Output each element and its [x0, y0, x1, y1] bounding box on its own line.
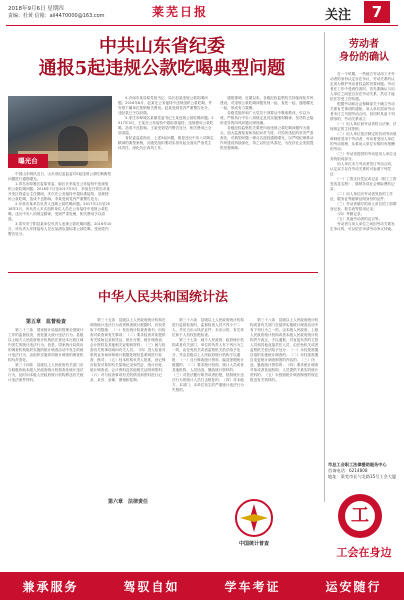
law-col1: 第三十三条 国家统计局组织管理全国统计工作的监督检查，查处重大统计违法行为。县级以上地方人民政府统计机构依法查处本行政区域内发生的统计违法行为。但是，国家统计局派出的调查机构组织实施的统计调查活动中发生的统计违法行为，由组织实施该项统计调查的调查机构负责查处。 第三十四条 县级以上人民政府有关部门应当积极协助本级人民政府统计机构查处统计违法行为，及时向本级人民政府统计机构移送有关统计违法案件材料。	[8, 328, 84, 382]
law-col2: 第三十五条 县级以上人民政府统计机构在调查统计违法行为或者核查统计数据时，有权采取下列措施：（一）发出统计检查查询书，向检查对象查询有关事项；（二）要求检查对象提供有关原始记录和凭证、统计台账、统计调查表、会计资料及其他相关证明和资料；（三）就与检查有关的事项询问有关人员；（四）进入检查对象的业务场所和统计数据处理信息系统进行检查、核对；（五）经本机构负责人批准，登记保存检查对象的有关原始记录和凭证、统计台账、统计调查表、会计资料及其他相关证明和资料；（六）对与检查事项有关的情况和资料进行记录、录音、录像、照相和复制。	[90, 318, 166, 382]
photo-label-box	[8, 154, 48, 168]
side-office-info	[328, 462, 400, 480]
paper-name: 莱芜日报	[152, 5, 209, 19]
law-top-rule	[8, 272, 318, 273]
lead-title-line2: 通报5起违规公款吃喝典型问题	[38, 58, 286, 79]
footer-item-1: 兼承服务	[22, 579, 79, 594]
masthead	[0, 0, 404, 26]
union-logo	[338, 494, 382, 538]
law-col4: 第三十八条 县级以上人民政府统计机构或者有关部门在组织实施统计调查活动中有下列行为之一的，由本级人民政府、上级人民政府统计机构或者本级人民政府统计机构责令改正，予以通报；对直接负责的主管人员和其他直接责任人员，由任免机关或者监察机关依法给予处分：（一）未经批准擅自组织实施统计调查的；（二）未经批准擅自变更统计调查制度的内容的；（三）伪造、篡改统计资料的；（四）要求统计调查对象或者其他机构、人员提供不真实的统计资料的；（五）未按照统计调查制度的规定报送有关资料的。	[250, 318, 319, 382]
footer-item-4: 运安随行	[325, 579, 382, 594]
page-number: 7	[371, 3, 383, 21]
photo-label: 曝光台	[18, 157, 38, 165]
footer-item-3: 学车考证	[224, 579, 281, 594]
lead-headline	[12, 36, 312, 80]
statistics-logo	[234, 498, 274, 538]
union-logo-inner	[345, 501, 375, 531]
law-chapter5: 第五章 监督检查	[25, 319, 66, 325]
section-title: 关注	[325, 8, 352, 23]
side-address: 地址：莱芜市长勺北路15号工会大厦	[328, 474, 397, 479]
footer-item-2: 驾驭自如	[123, 579, 180, 594]
footer-banner	[0, 572, 404, 600]
page-number-badge	[364, 1, 390, 23]
law-chapter6: 第六章 法律责任	[107, 499, 148, 505]
masthead-rule	[6, 25, 398, 26]
union-slogan: 工会在身边	[336, 546, 392, 559]
side-phone: 咨询电话：6214808	[328, 468, 368, 473]
law-title: 中华人民共和国统计法	[97, 290, 228, 305]
union-logo-char: 工	[351, 505, 369, 526]
statistics-logo-name: 中国统计普查	[238, 541, 269, 547]
side-office-name: 市总工会职工法律援助服务中心	[328, 462, 387, 467]
side-headline	[330, 38, 398, 64]
statistics-logo-mark	[234, 498, 274, 538]
side-divider	[324, 32, 325, 502]
lead-body-col3: 通报强调，近期以来，各级纪检监察机关持续深化作风建设，对违规公款吃喝问题发现一起、查处一起、通报曝光一起，形成有力震慑。 各级党组织和广大党员干部要从中吸取教训，引以为戒，严格执行中央八项规定及其实施细则精神，坚决防止隐形变异的四风问题反弹回潮。 各级纪检监察机关要把纠治违规公款吃喝问题作为重点，加大监督检查和执纪问责力度，对顶风违纪的坚决严肃查处，对典型问题一律点名道姓通报曝光，以严明纪律推动作风建设持续深化，持之以恒正风肃纪，为经济社会发展提供坚强保障。	[220, 96, 314, 150]
lead-photo	[8, 96, 112, 168]
side-title-line2: 身份的确认	[339, 52, 389, 63]
lead-title-line1: 中共山东省纪委	[99, 36, 225, 57]
masthead-date: 2018年9月6日 星期四	[8, 6, 64, 12]
side-title-line1: 劳动者	[349, 39, 379, 50]
side-body: 在一个时期，一些地方劳动用工中劳动者的身份认定存在争议，劳动关系的认定成为维护劳动者权益的首要问题。劳动者在工作中受到伤害时，首先要确认与用人单位之间是否存在劳动关系，然后才能依法享受工伤待遇。 根据劳动和社会保障部关于确立劳动关系有关事项的通知，用人单位招用劳动者未订立书面劳动合同，但同时具备下列情形的，劳动关系成立： （一）用人单位和劳动者符合法律、法规规定的主体资格； （二）用人单位依法制定的各项劳动规章制度适用于劳动者，劳动者受用人单位的劳动管理，从事用人单位安排的有报酬的劳动； （三）劳动者提供的劳动是用人单位业务的组成部分。 用人单位未与劳动者签订劳动合同，认定双方存在劳动关系时可参照下列凭证： （一）工资支付凭证或记录（职工工资发放花名册）、缴纳各项社会保险费的记录； （二）用人单位向劳动者发放的工作证、服务证等能够证明身份的证件； （三）劳动者填写的用人单位招工招聘登记表、报名表等招用记录； （四）考勤记录； （五）其他劳动者的证言等。 劳动者与用人单位之间因劳动关系发生争议的，可以依法申请劳动争议仲裁。	[330, 72, 397, 231]
masthead-editor: 责编：杜黄 信箱：ail4470000@163.com	[8, 13, 105, 19]
lead-body-col2: 4.济南市某局原党组书记、局长赵某违规公款吃喝问题。2016年8月，赵某在公务接待中违规组织公款吃喝，并安排下属单位报销相关费用。赵某受到党内严重警告处分，违纪款已予以收缴。 5.枣庄市峄城区某镇党委书记王某违规公款吃喝问题。2017年3月，王某在公务接待中超标准接待，违规使用公款吃喝，造成不良影响。王某受到党内警告处分，相关费用已全部清退。 省纪委监委指出，上述5起问题，都是违反中央八项规定精神的典型案例，各级党组织要切实担负起全面从严治党主体责任，深化纠正四风工作。	[118, 96, 214, 150]
law-col3: 第三十六条 县级以上人民政府统计机构进行监督检查时，监督检查人员不得少于二人，并应当出示执法证件；未出示的，有关单位和个人有权拒绝检查。 第三十七条 地方人民政府、政府统计机构或者有关部门、单位的负责人有下列行为之一的，由任免机关或者监察机关依法给予处分，并由县级以上人民政府统计机构予以通报：（一）自行修改统计资料、编造虚假统计数据的；（二）要求统计机构、统计人员或者其他机构、人员伪造、篡改统计资料的；（三）对依法履行职责或者拒绝、抵制统计违法行为的统计人员打击报复的；（四）对本地方、本部门、本单位发生的严重统计违法行为失察的。	[172, 318, 244, 392]
lead-body-col1: 中国山东网讯近日，山东省纪委监委对5起违规公款吃喝典型问题进行通报曝光。 1.青岛市即墨区委原常委、副区长李某在公务接待中违规组织公款吃喝问题。2016年7月至2017年5月，李某在任青岛市某开发区管委会主任期间，多次在公务接待中超标准接待，违规使用公款吃喝，造成不良影响。李某受到党内严重警告处分。 2.东营市某单位负责人违规公款吃喝问题。2017年1月至2018年3月，该负责人多次组织单位人员在公务接待中违规公款吃喝，违反中央八项规定精神，受到严肃处理，相关费用予以清退。 3.泰安市宁阳县某单位负责人违规公款吃喝问题。2016年10月，该负责人安排接待人员在某酒店超标准公款吃喝，受到党内警告处分。	[8, 172, 112, 236]
